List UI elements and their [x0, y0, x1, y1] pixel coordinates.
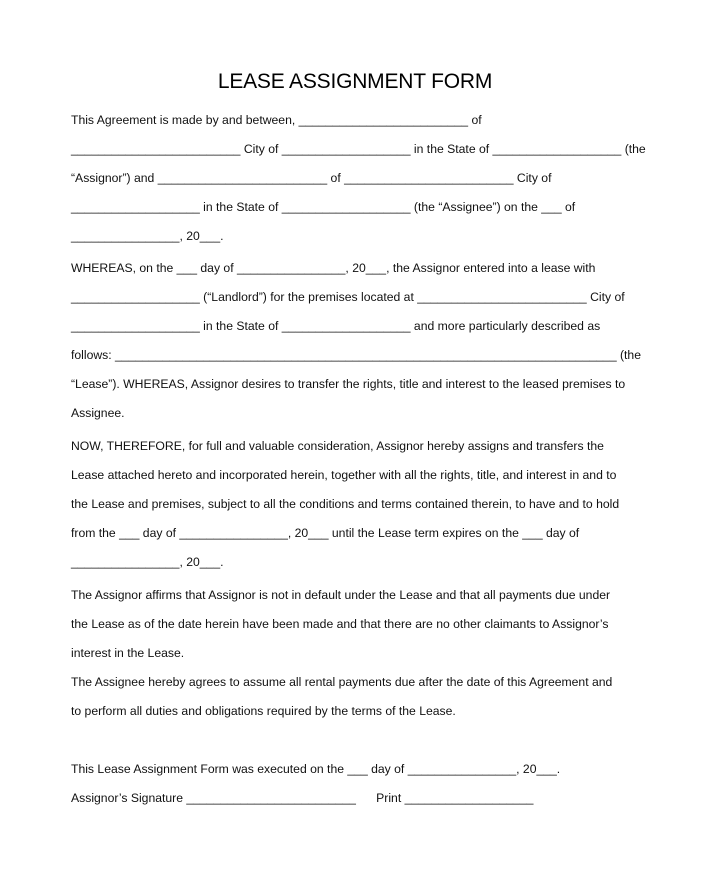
line-payments-made: the Lease as of the date herein have been made and that there are no other claimants to Assignor’s: [71, 617, 609, 631]
line-now-therefore: NOW, THEREFORE, for full and valuable consideration, Assignor hereby assigns and transfers the: [71, 439, 604, 453]
line-interest-in-lease: interest in the Lease.: [71, 646, 185, 660]
line-agreement-parties: This Agreement is made by and between, _________________________ of: [71, 113, 482, 127]
line-assignor-affirms: The Assignor affirms that Assignor is not in default under the Lease and that all payments due under: [71, 588, 611, 602]
line-agreement-year: ________________, 20___.: [71, 229, 224, 243]
line-assignee-agrees: The Assignee hereby agrees to assume all rental payments due after the date of this Agreement and: [71, 675, 613, 689]
line-whereas-lease-date: WHEREAS, on the ___ day of ________________, 20___, the Assignor entered into a lease with: [71, 261, 596, 275]
line-lease-attached: Lease attached hereto and incorporated herein, together with all the rights, title, and interest in and to: [71, 468, 617, 482]
document-title: LEASE ASSIGNMENT FORM: [217, 70, 493, 94]
line-perform-duties: to perform all duties and obligations required by the terms of the Lease.: [71, 704, 456, 718]
line-executed-on: This Lease Assignment Form was executed on the ___ day of ________________, 20___.: [71, 762, 561, 776]
line-premises-state: ___________________ in the State of ___________________ and more particularly described as: [71, 319, 601, 333]
line-lease-premises-conditions: the Lease and premises, subject to all the conditions and terms contained therein, to have and to hold: [71, 497, 620, 511]
line-term-year: ________________, 20___.: [71, 555, 224, 569]
line-assignee-state-date: ___________________ in the State of ___________________ (the “Assignee”) on the ___ of: [71, 200, 576, 214]
line-assignor-city-state: _________________________ City of ___________________ in the State of ___________________ (the: [71, 142, 646, 156]
line-assignee-end: Assignee.: [71, 406, 125, 420]
line-landlord-premises: ___________________ (“Landlord”) for the premises located at _________________________ City of: [71, 290, 625, 304]
line-premises-description: follows: __________________________________________________________________________ (the: [71, 348, 641, 362]
line-whereas-transfer: “Lease”). WHEREAS, Assignor desires to transfer the rights, title and interest to the leased premises to: [71, 377, 626, 391]
line-assignee: “Assignor”) and _________________________ of _________________________ City of: [71, 171, 552, 185]
line-term-dates: from the ___ day of ________________, 20___ until the Lease term expires on the ___ day of: [71, 526, 580, 540]
signature-line: Assignor’s Signature _________________________ Print ___________________: [71, 791, 534, 805]
